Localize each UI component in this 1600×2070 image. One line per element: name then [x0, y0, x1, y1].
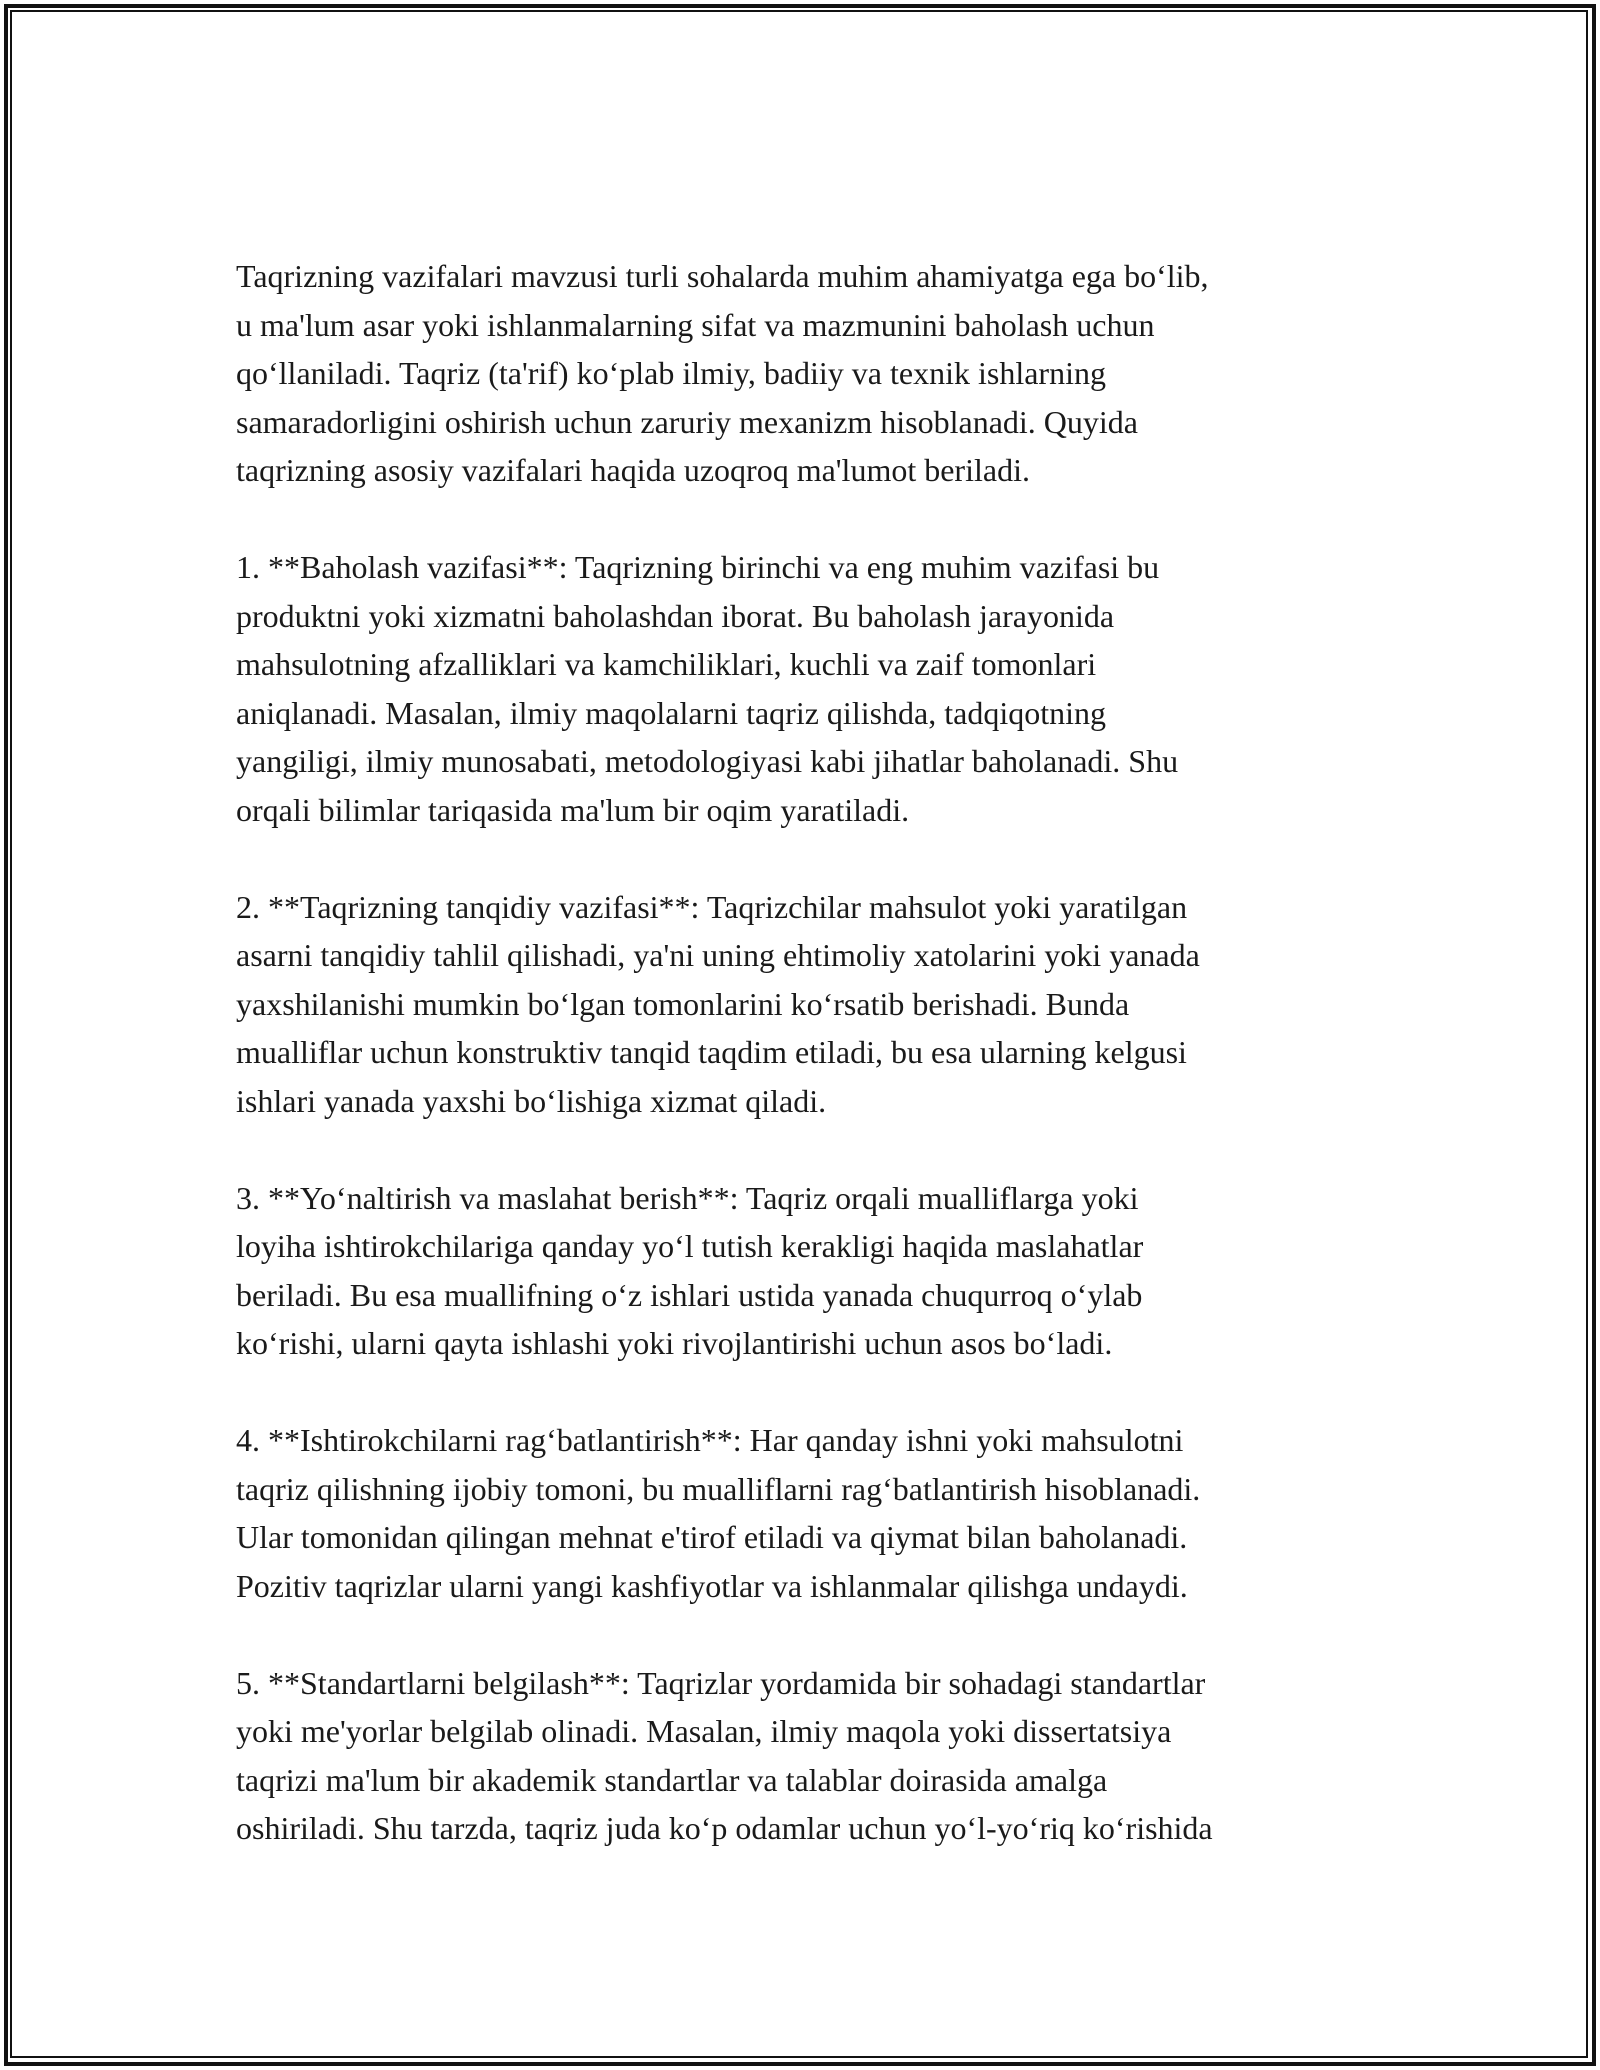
text-line: oshiriladi. Shu tarzda, taqriz juda ko‘p odamlar uchun yo‘l-yo‘riq ko‘rishida	[236, 1810, 1213, 1846]
text-line: Pozitiv taqrizlar ularni yangi kashfiyotlar va ishlanmalar qilishga undaydi.	[236, 1567, 1188, 1604]
text-line: 5. **Standartlarni belgilash**: Taqrizlar yordamida bir sohadagi standartlar	[236, 1664, 1206, 1701]
list-item-1-paragraph	[236, 543, 1376, 834]
text-line: 3. **Yo‘naltirish va maslahat berish**: Taqriz orqali mualliflarga yoki	[236, 1179, 1139, 1216]
text-line: orqali bilimlar tariqasida ma'lum bir oqim yaratiladi.	[236, 791, 910, 828]
text-line: asarni tanqidiy tahlil qilishadi, ya'ni uning ehtimoliy xatolarini yoki yanada	[236, 937, 1200, 973]
text-line: ko‘rishi, ularni qayta ishlashi yoki rivojlantirishi uchun asos bo‘ladi.	[236, 1325, 1113, 1361]
text-line: beriladi. Bu esa muallifning o‘z ishlari ustida yanada chuqurroq o‘ylab	[236, 1276, 1143, 1313]
text-line: yaxshilanishi mumkin bo‘lgan tomonlarini ko‘rsatib berishadi. Bunda	[236, 985, 1130, 1022]
text-line: samaradorligini oshirish uchun zaruriy mexanizm hisoblanadi. Quyida	[236, 403, 1138, 440]
list-item-3-paragraph	[236, 1174, 1376, 1368]
text-line: mualliflar uchun konstruktiv tanqid taqdim etiladi, bu esa ularning kelgusi	[236, 1034, 1187, 1070]
text-line: 1. **Baholash vazifasi**: Taqrizning birinchi va eng muhim vazifasi bu	[236, 549, 1160, 585]
text-line: ishlari yanada yaxshi bo‘lishiga xizmat qiladi.	[236, 1082, 827, 1119]
text-line: mahsulotning afzalliklari va kamchiliklari, kuchli va zaif tomonlari	[236, 646, 1097, 682]
text-line: 4. **Ishtirokchilarni rag‘batlantirish**: Har qanday ishni yoki mahsulotni	[236, 1422, 1184, 1458]
text-line: u ma'lum asar yoki ishlanmalarning sifat va mazmunini baholash uchun	[236, 306, 1155, 343]
text-line: taqrizi ma'lum bir akademik standartlar va talablar doirasida amalga	[236, 1761, 1108, 1798]
text-line: aniqlanadi. Masalan, ilmiy maqolalarni taqriz qilishda, tadqiqotning	[236, 694, 1107, 731]
text-line: produktni yoki xizmatni baholashdan iborat. Bu baholash jarayonida	[236, 597, 1115, 634]
text-line: yangiligi, ilmiy munosabati, metodologiyasi kabi jihatlar baholanadi. Shu	[236, 743, 1179, 779]
text-line: loyiha ishtirokchilariga qanday yo‘l tutish kerakligi haqida maslahatlar	[236, 1228, 1144, 1264]
list-item-5-paragraph	[236, 1659, 1376, 1853]
list-item-2-paragraph	[236, 883, 1376, 1126]
text-line: qo‘llaniladi. Taqriz (ta'rif) ko‘plab ilmiy, badiiy va texnik ishlarning	[236, 355, 1106, 391]
text-line: 2. **Taqrizning tanqidiy vazifasi**: Taqrizchilar mahsulot yoki yaratilgan	[236, 888, 1188, 925]
intro-paragraph	[236, 252, 1376, 495]
list-item-4-paragraph	[236, 1416, 1376, 1610]
document-body	[236, 252, 1376, 1901]
text-line: Taqrizning vazifalari mavzusi turli sohalarda muhim ahamiyatga ega bo‘lib,	[236, 258, 1209, 294]
text-line: Ular tomonidan qilingan mehnat e'tirof etiladi va qiymat bilan baholanadi.	[236, 1519, 1188, 1555]
text-line: taqriz qilishning ijobiy tomoni, bu mualliflarni rag‘batlantirish hisoblanadi.	[236, 1470, 1201, 1507]
text-line: taqrizning asosiy vazifalari haqida uzoqroq ma'lumot beriladi.	[236, 452, 1030, 488]
text-line: yoki me'yorlar belgilab olinadi. Masalan, ilmiy maqola yoki dissertatsiya	[236, 1713, 1172, 1749]
